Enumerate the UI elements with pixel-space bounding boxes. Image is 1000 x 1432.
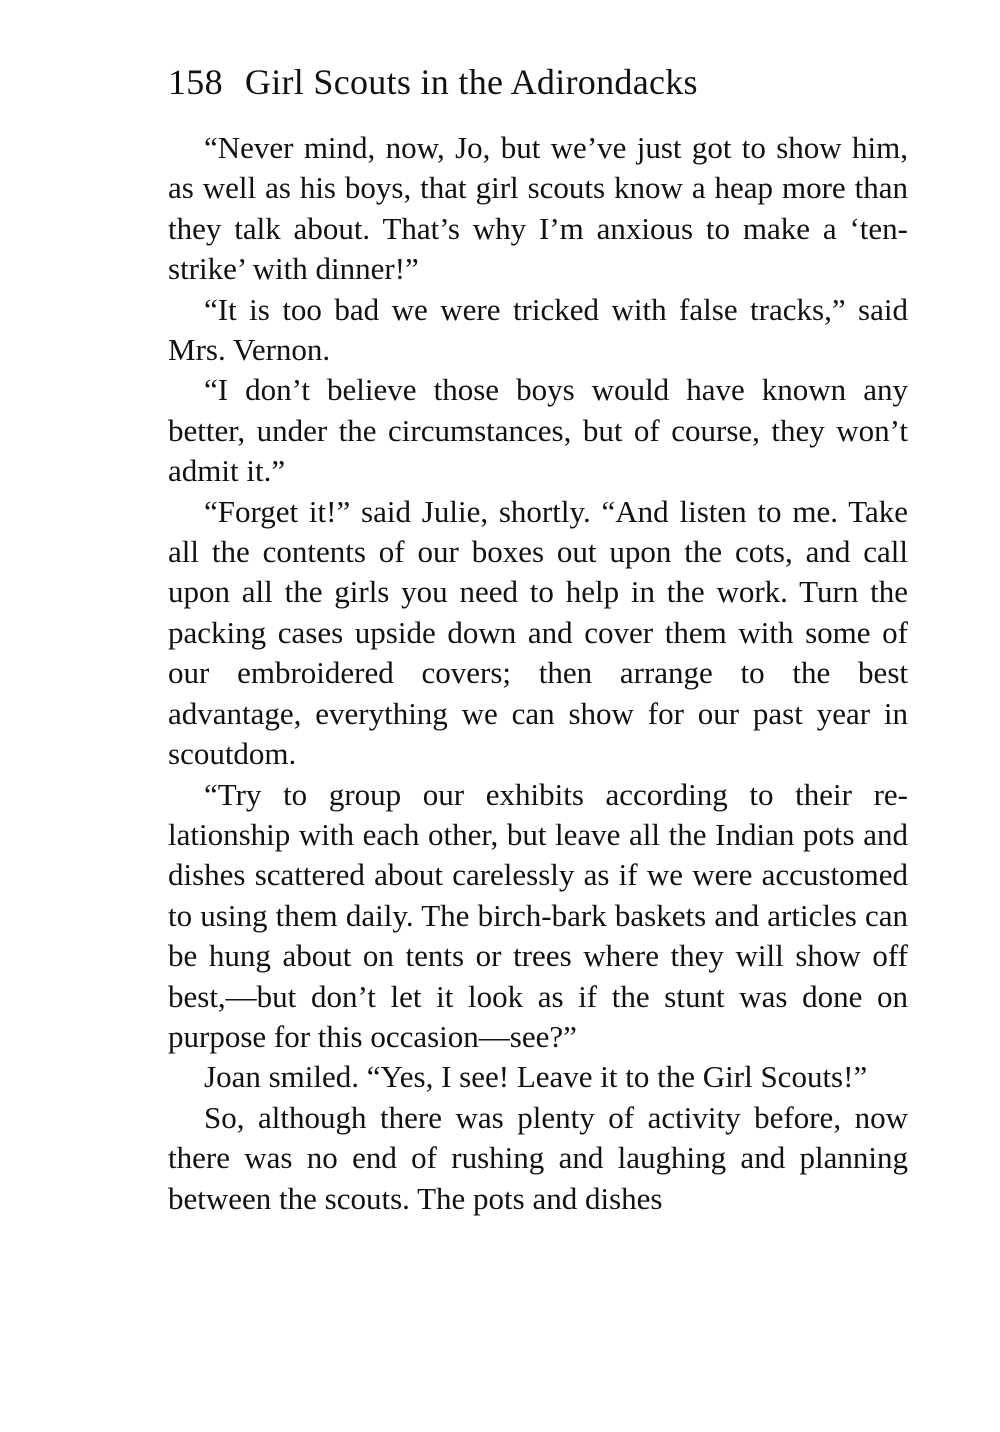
paragraph: “Forget it!” said Julie, shortly. “And listen to me. Take all the contents of our boxes out upon the cots, and call upon all the girls you need to help in the work. Turn the packing cases upside down and cover them with some of our embroidered covers; then arrange to the best advantage, everything we can show for our past year in scoutdom. [168, 493, 908, 772]
paragraph: “Never mind, now, Jo, but we’ve just got to show him, as well as his boys, that girl scouts know a heap more than they talk about. That’s why I’m anxious to make a ‘ten-strike’ with dinner!” [168, 130, 908, 287]
paragraph: “It is too bad we were tricked with false tracks,” said Mrs. Vernon. [168, 291, 908, 368]
paragraph: “I don’t believe those boys would have known any better, under the circumstances, but of course, they won’t admit it.” [168, 372, 908, 489]
page-number: 158 [168, 62, 223, 102]
paragraph: So, although there was plenty of activity before, now there was no end of rushing and laughing and planning between the scouts. The pots and dishes [168, 1099, 908, 1216]
body-text [168, 128, 908, 1219]
paragraph: Joan smiled. “Yes, I see! Leave it to the Girl Scouts!” [204, 1059, 868, 1095]
running-title: Girl Scouts in the Adirondacks [244, 62, 698, 102]
page-header [168, 52, 928, 112]
paragraph: “Try to group our exhibits according to their relationship with each other, but leave all the Indian pots and dishes scattered about carelessly as if we were accustomed to using them daily. The birch-bark baskets and articles can be hung about on tents or trees where they will show off best,—but don’t let it look as if the stunt was done on purpose for this occasion—see?” [168, 776, 908, 1054]
